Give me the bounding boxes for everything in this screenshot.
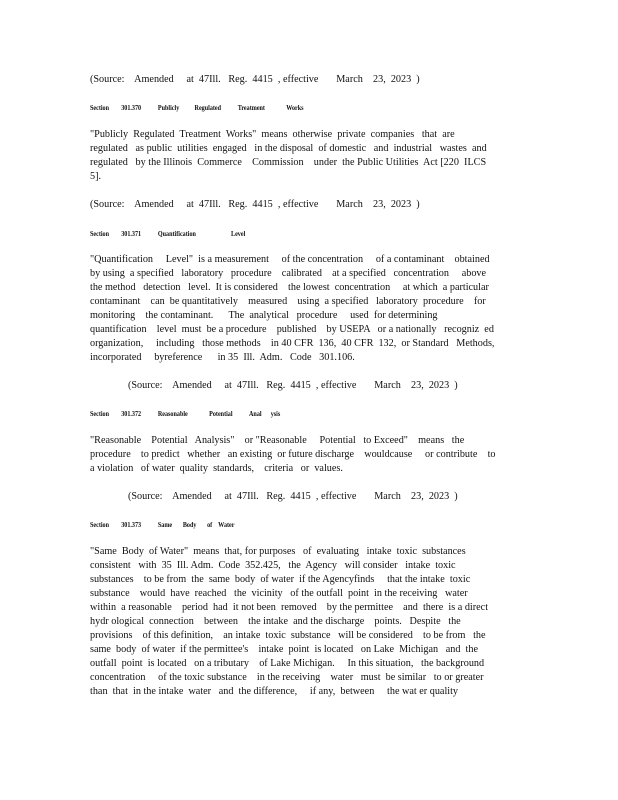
- section-heading: Section 301.372 Reasonable Potential Anal ysis: [90, 410, 281, 418]
- section-heading: Section 301.373 Same Body of Water: [90, 521, 235, 529]
- source-note: (Source: Amended at 47Ill. Reg. 4415 , effective March 23, 2023 ): [90, 74, 420, 85]
- body-line: concentration of the toxic substance in the receiving water must be similar to or greater: [90, 672, 484, 683]
- body-line: procedure to predict whether an existing or future discharge wouldcause or contribute to: [90, 449, 496, 460]
- body-line: incorporated byreference in 35 Ill. Adm. Code 301.106.: [90, 352, 355, 363]
- source-note: (Source: Amended at 47Ill. Reg. 4415 , effective March 23, 2023 ): [90, 199, 420, 210]
- body-line: substances to be from the same body of water if the Agencyfinds that the intake toxic: [90, 574, 471, 585]
- body-line: quantification level must be a procedure published by USEPA or a nationally recogniz ed: [90, 324, 494, 335]
- body-line: "Same Body of Water" means that, for purposes of evaluating intake toxic substances: [90, 546, 466, 557]
- body-line: substance would have reached the vicinity of the outfall point in the receiving water: [90, 588, 468, 599]
- body-line: within a reasonable period had it not been removed by the permittee and there is a direct: [90, 602, 489, 613]
- section-heading: Section 301.370 Publicly Regulated Treatment Works: [90, 104, 304, 112]
- body-line: organization, including those methods in 40 CFR 136, 40 CFR 132, or Standard Methods,: [90, 338, 495, 349]
- body-line: regulated by the Illinois Commerce Commission under the Public Utilities Act [220 ILCS: [90, 157, 487, 168]
- body-line: "Quantification Level" is a measurement of the concentration of a contaminant obtained: [90, 254, 490, 265]
- body-line: regulated as public utilities engaged in the disposal of domestic and industrial wastes and: [90, 143, 487, 154]
- body-line: than that in the intake water and the difference, if any, between the wat er quality: [90, 686, 459, 697]
- body-line: contaminant can be quantitatively measured using a specified laboratory procedure for: [90, 296, 486, 307]
- body-line: 5].: [90, 171, 102, 182]
- body-line: the method detection level. It is considered the lowest concentration at which a particular: [90, 282, 489, 293]
- body-line: consistent with 35 Ill. Adm. Code 352.425, the Agency will consider intake toxic: [90, 560, 456, 571]
- body-line: a violation of water quality standards, criteria or values.: [90, 463, 343, 474]
- body-line: same body of water if the permittee's intake point is located on Lake Michigan and the: [90, 644, 479, 655]
- body-line: "Reasonable Potential Analysis" or "Reasonable Potential to Exceed" means the: [90, 435, 465, 446]
- body-line: by using a specified laboratory procedure calibrated at a specified concentration above: [90, 268, 487, 279]
- body-line: "Publicly Regulated Treatment Works" means otherwise private companies that are: [90, 129, 455, 140]
- body-line: monitoring the contaminant. The analytical procedure used for determining: [90, 310, 438, 321]
- source-note: (Source: Amended at 47Ill. Reg. 4415 , effective March 23, 2023 ): [128, 380, 458, 391]
- section-heading: Section 301.371 Quantification Level: [90, 230, 246, 238]
- body-line: outfall point is located on a tributary of Lake Michigan. In this situation, the background: [90, 658, 485, 669]
- source-note: (Source: Amended at 47Ill. Reg. 4415 , effective March 23, 2023 ): [128, 491, 458, 502]
- body-line: hydr ological connection between the intake and the discharge points. Despite the: [90, 616, 461, 627]
- body-line: provisions of this definition, an intake toxic substance will be considered to be from the: [90, 630, 486, 641]
